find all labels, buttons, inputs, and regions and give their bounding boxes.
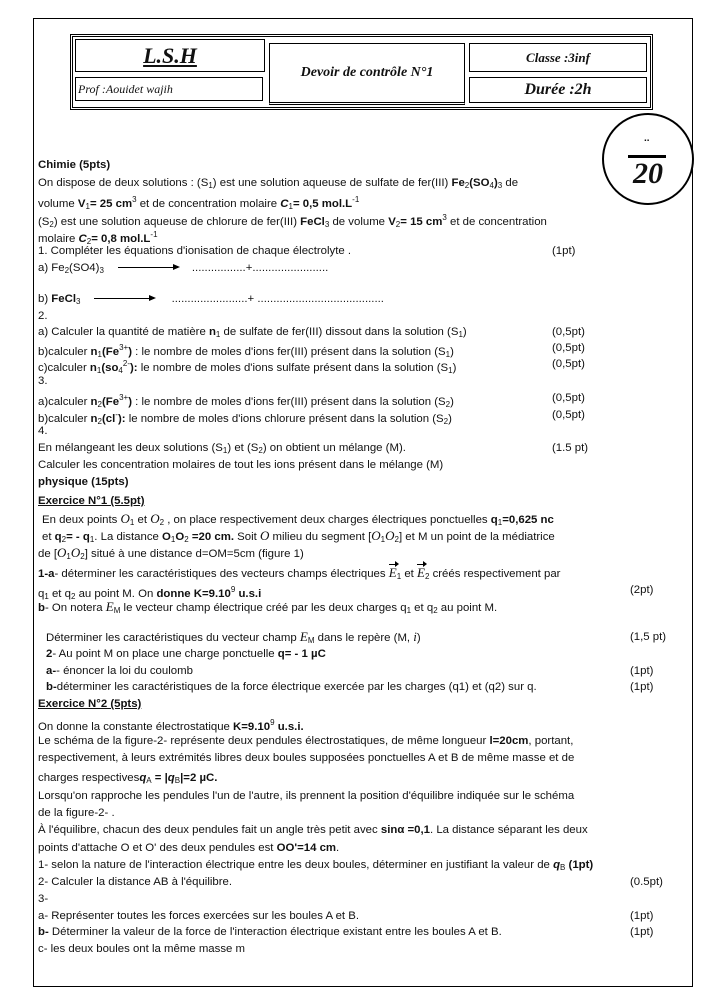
text-segment: 3+ — [119, 343, 129, 352]
text-segment: q — [38, 588, 45, 600]
text-line — [38, 942, 245, 956]
text-segment: E — [105, 599, 114, 614]
text-segment: 2 — [64, 266, 70, 275]
text-line — [38, 441, 406, 458]
text-segment: Exercice N°1 (5.5pt) — [38, 495, 145, 507]
text-segment: q — [54, 531, 62, 543]
text-segment: q — [167, 772, 175, 784]
teacher-name: Prof :Aouidet wajih — [75, 77, 263, 101]
text-segment: 3- — [38, 893, 49, 905]
text-segment: et — [134, 514, 151, 526]
text-line — [38, 357, 456, 378]
text-line — [38, 244, 351, 258]
text-segment: donne K=9.10 — [156, 588, 231, 600]
points-value: (1pt) — [630, 910, 654, 922]
text-segment: ] situé à une distance d=OM=5cm (figure 1) — [84, 548, 304, 560]
text-segment: ) — [448, 413, 452, 425]
text-segment: 2 — [184, 535, 189, 544]
text-line — [38, 875, 232, 889]
points-value: (0,5pt) — [552, 392, 585, 404]
text-segment: ) on obtient un mélange (M). — [262, 442, 406, 454]
text-line — [38, 458, 443, 472]
text-segment: ) est une solution aqueuse de sulfate de fer(III) — [212, 177, 452, 189]
text-segment: , portant, — [528, 735, 574, 747]
text-segment: 2 — [394, 535, 399, 544]
text-segment: = | — [151, 772, 168, 784]
text-segment: 2 — [61, 535, 67, 544]
text-segment: u.s.i — [235, 588, 262, 600]
text-segment: 3 — [442, 213, 447, 222]
text-segment: ) et (S — [227, 442, 259, 454]
text-segment: de [ — [38, 548, 57, 560]
text-line — [38, 823, 588, 837]
text-segment: 9 — [270, 718, 275, 727]
text-segment: Calculer les concentration molaires de tout les ions présent dans le mélange (M) — [38, 459, 444, 471]
text-segment: (so — [101, 362, 119, 374]
text-segment: 2 — [159, 518, 165, 527]
text-segment: 1 — [129, 518, 135, 527]
text-segment: n — [89, 362, 97, 374]
text-segment: (SO4) — [69, 262, 100, 274]
text-segment: - énoncer la loi du coulomb — [56, 665, 193, 677]
text-segment: 2 — [70, 592, 76, 601]
score-circle — [602, 113, 694, 205]
text-segment: (SO — [469, 177, 490, 189]
text-segment: et q — [48, 588, 71, 600]
text-segment: 1 — [288, 202, 293, 211]
text-segment: et de concentration molaire — [136, 198, 281, 210]
text-segment: 2 — [258, 446, 263, 455]
text-segment: 1 — [170, 535, 176, 544]
text-segment: ): — [130, 362, 138, 374]
text-line — [38, 475, 129, 489]
text-segment: ) — [450, 346, 454, 358]
text-segment: ): — [117, 413, 126, 425]
text-segment: u.s.i. — [274, 721, 304, 733]
text-segment: Lorsqu'on rapproche les pendules l'un de l'autre, ils prennent la position d'équilibre indiquée sur le schéma — [38, 790, 575, 802]
text-segment: E — [388, 565, 397, 580]
text-segment: 2 — [80, 552, 85, 561]
exam-title: Devoir de contrôle N°1 — [269, 43, 465, 105]
text-segment: ) — [128, 396, 132, 408]
text-segment: O — [162, 531, 171, 543]
text-segment: 4 — [118, 366, 123, 375]
text-segment: c)calculer — [38, 362, 90, 374]
text-segment: Déterminer les caractéristiques du vecteur champ — [46, 632, 300, 644]
text-segment: B — [174, 776, 181, 785]
text-segment: b- — [38, 926, 49, 938]
text-line — [38, 751, 574, 765]
text-segment: O — [371, 528, 381, 543]
text-segment: V — [388, 216, 396, 228]
text-line — [38, 858, 593, 875]
text-segment: 1 — [97, 350, 102, 359]
text-segment: (Fe — [101, 346, 120, 358]
text-segment: b)calculer — [38, 413, 91, 425]
text-line — [38, 176, 518, 193]
text-segment: - — [115, 410, 118, 419]
text-segment: ) — [416, 632, 421, 644]
text-segment: déterminer les caractéristiques de la force électrique exercée par les charges (q1) et (q2) sur q. — [56, 681, 537, 693]
text-segment: q — [553, 859, 561, 871]
text-segment: (Fe — [101, 396, 120, 408]
text-segment: a- Représenter toutes les forces exercées sur les boules A et B. — [38, 910, 360, 922]
text-segment: 1 — [96, 366, 102, 375]
text-segment: FeCl — [51, 293, 76, 305]
points-value: (0,5pt) — [552, 326, 585, 338]
text-segment: q — [490, 514, 498, 526]
text-segment: Le schéma de la figure-2- représente deux pendules électrostatiques, de même longueur — [38, 735, 490, 747]
text-line — [38, 734, 573, 748]
text-segment: 2- — [122, 359, 130, 368]
text-segment: molaire — [38, 233, 79, 245]
text-segment: a) Fe — [38, 262, 65, 274]
class-label: Classe :3inf — [469, 43, 647, 72]
text-segment: n — [90, 396, 98, 408]
text-segment: et — [401, 568, 417, 580]
text-segment: n — [90, 346, 98, 358]
text-line — [46, 680, 537, 694]
text-segment: À l'équilibre, chacun des deux pendules fait un angle très petit avec — [38, 824, 381, 836]
text-segment: -1 — [150, 230, 158, 239]
text-segment: physique (15pts) — [38, 476, 129, 488]
text-segment: FeCl — [300, 216, 325, 228]
text-segment: ) est une solution aqueuse de chlorure de fer(III) — [53, 216, 301, 228]
text-line — [38, 309, 48, 323]
text-line — [38, 566, 560, 584]
text-segment: 2 — [97, 417, 102, 426]
text-segment: ........................+ ........................................ — [168, 293, 384, 305]
text-segment: 1 — [380, 535, 386, 544]
text-segment: 1 — [66, 552, 71, 561]
text-line — [38, 909, 359, 923]
text-segment: =20 cm. — [188, 531, 234, 543]
text-segment: sinα =0,1 — [380, 824, 430, 836]
text-segment: 2 — [86, 237, 92, 246]
text-segment: 1. Compléter les équations d'ionisation de chaque électrolyte . — [38, 245, 352, 257]
text-segment: de volume — [329, 216, 389, 228]
text-segment: 3 — [99, 266, 104, 275]
text-line — [38, 600, 497, 618]
text-segment: |=2 µC. — [180, 772, 218, 784]
text-segment: ) — [452, 362, 457, 374]
school-name: L.S.H — [75, 39, 265, 72]
text-segment: b)calculer — [38, 346, 91, 358]
text-segment: M — [113, 606, 121, 615]
text-segment: de la figure-2- . — [38, 807, 115, 819]
points-value: (1pt) — [630, 681, 654, 693]
text-segment: (cl — [101, 413, 116, 425]
arrow-icon — [118, 267, 178, 268]
text-line — [38, 261, 328, 278]
text-segment: (1pt) — [565, 859, 594, 871]
points-value: (2pt) — [630, 584, 654, 596]
text-segment: Chimie (5pts) — [38, 159, 111, 171]
text-segment: - On notera — [44, 602, 106, 614]
text-segment: = 25 cm — [89, 198, 133, 210]
exam-header — [70, 34, 653, 110]
text-segment: C — [280, 198, 289, 210]
text-segment: O — [175, 531, 185, 543]
text-segment: O — [150, 511, 160, 526]
text-segment: 1 — [85, 202, 90, 211]
text-line — [38, 408, 452, 429]
points-value: (1pt) — [552, 245, 576, 257]
text-segment: = 0,5 mol.L — [292, 198, 353, 210]
text-segment: c- les deux boules ont la même masse m — [38, 943, 246, 955]
text-segment: n — [208, 326, 216, 338]
text-segment: . La distance séparant les deux — [429, 824, 588, 836]
text-segment: 2 — [97, 400, 102, 409]
text-line — [42, 512, 554, 530]
text-segment: = - q — [66, 531, 90, 543]
text-segment: : le nombre de moles d'ions fer(III) présent dans la solution (S — [131, 396, 446, 408]
text-segment: - Au point M on place une charge ponctuelle — [52, 648, 278, 660]
text-segment: i — [413, 629, 417, 644]
text-segment: 2 — [49, 220, 54, 229]
text-segment: 3 — [75, 297, 81, 306]
text-segment: charges respectives — [38, 772, 140, 784]
text-segment: le vecteur champ électrique créé par les deux charges q — [120, 602, 407, 614]
text-segment: ) — [493, 177, 498, 189]
text-line — [38, 292, 384, 309]
text-segment: respectivement, à leurs extrémités libres deux boules supposées ponctuelles A et B de même masse et de — [38, 752, 575, 764]
text-segment: 1-a — [38, 568, 55, 580]
text-segment: 4 — [489, 181, 494, 190]
text-segment: 1 — [497, 518, 503, 527]
text-segment: Déterminer la valeur de la force de l'interaction électrique existant entre les boules A et B. — [48, 926, 502, 938]
text-segment: et de concentration — [446, 216, 547, 228]
text-segment: (S — [38, 216, 50, 228]
text-segment: de — [502, 177, 519, 189]
text-segment: ) — [462, 326, 467, 338]
text-segment: 2- Calculer la distance AB à l'équilibre. — [38, 876, 233, 888]
text-segment: 2 — [433, 606, 438, 615]
text-segment: 1- selon la nature de l'interaction électrique entre les deux boules, déterminer en justifiant la valeur de — [38, 859, 554, 871]
text-segment: b) — [38, 293, 52, 305]
text-line — [38, 374, 48, 388]
text-segment: ] et M un point de la médiatrice — [398, 531, 555, 543]
text-line — [38, 771, 217, 788]
text-segment: de sulfate de fer(III) dissout dans la solution (S — [220, 326, 459, 338]
text-segment: . — [336, 842, 340, 854]
text-segment: Soit — [233, 531, 260, 543]
text-line — [38, 546, 304, 564]
text-segment: au point M. — [437, 602, 498, 614]
points-value: (1pt) — [630, 926, 654, 938]
text-segment: .................+........................ — [191, 262, 329, 274]
text-segment: -1 — [352, 195, 360, 204]
text-segment: 1 — [396, 572, 402, 581]
text-segment: 1 — [406, 606, 412, 615]
text-segment: En deux points — [42, 514, 121, 526]
text-segment: E — [299, 629, 308, 644]
points-value: (1pt) — [630, 665, 654, 677]
points-value: (1.5 pt) — [552, 442, 589, 454]
points-value: (1,5 pt) — [630, 631, 667, 643]
text-segment: B — [560, 863, 566, 872]
text-segment: volume — [38, 198, 78, 210]
text-segment: et q — [411, 602, 434, 614]
text-line — [38, 716, 304, 734]
text-segment: au point M. On — [75, 588, 157, 600]
text-segment: O — [70, 545, 81, 560]
text-segment: 2 — [46, 648, 53, 660]
text-segment: : le nombre de moles d'ions fer(III) présent dans la solution (S — [131, 346, 446, 358]
text-segment: 4. — [38, 425, 48, 437]
text-segment: q= - 1 µC — [277, 648, 326, 660]
text-line — [46, 664, 193, 678]
text-segment: a)calculer — [38, 396, 91, 408]
text-segment: b — [38, 602, 45, 614]
text-segment: a- — [46, 665, 57, 677]
text-segment: V — [77, 198, 86, 210]
text-segment: M — [307, 636, 315, 645]
text-segment: 1 — [445, 350, 451, 359]
points-value: (0,5pt) — [552, 342, 585, 354]
text-segment: 2 — [443, 417, 449, 426]
text-segment: En mélangeant les deux solutions (S — [38, 442, 223, 454]
text-line — [38, 325, 467, 342]
text-segment: = 15 cm — [400, 216, 443, 228]
text-line — [38, 806, 115, 820]
text-line — [42, 529, 555, 547]
text-segment: C — [78, 233, 87, 245]
text-line — [38, 158, 110, 172]
text-line — [38, 892, 48, 906]
text-segment: 1 — [89, 535, 95, 544]
text-segment: dans le repère (M, — [314, 632, 414, 644]
text-segment: 2. — [38, 310, 48, 322]
arrow-icon — [94, 298, 154, 299]
text-segment: 1 — [215, 330, 221, 339]
text-segment: 3 — [132, 195, 137, 204]
text-line — [46, 647, 326, 661]
text-segment: On donne la constante électrostatique — [38, 721, 234, 733]
text-segment: Exercice N°2 (5pts) — [38, 698, 142, 710]
text-segment: 9 — [230, 585, 236, 594]
text-segment: ) — [450, 396, 454, 408]
text-segment: 2 — [445, 400, 451, 409]
points-value: (0,5pt) — [552, 358, 585, 370]
text-segment: et — [42, 531, 55, 543]
text-segment: O — [385, 528, 395, 543]
score-marks: .. — [644, 133, 650, 144]
text-segment: le nombre de moles d'ions chlorure présent dans la solution (S — [125, 413, 444, 425]
text-segment: 2 — [424, 572, 430, 581]
text-line — [38, 697, 141, 711]
text-segment: , on place respectivement deux charges électriques ponctuelles — [164, 514, 491, 526]
points-value: (0.5pt) — [630, 876, 663, 888]
text-line — [46, 630, 421, 648]
points-value: (0,5pt) — [552, 409, 585, 421]
text-segment: 1 — [44, 592, 49, 601]
text-segment: le nombre de moles d'ions sulfate présent dans la solution (S — [137, 362, 449, 374]
text-segment: n — [90, 413, 98, 425]
text-segment: 3 — [497, 181, 503, 190]
text-segment: OO'=14 cm — [276, 842, 337, 854]
text-segment: 2 — [395, 220, 401, 229]
text-segment: b- — [46, 681, 57, 693]
text-segment: q — [139, 772, 147, 784]
text-segment: Fe — [451, 177, 465, 189]
text-segment: O — [57, 545, 67, 560]
text-line — [38, 424, 48, 438]
duration-label: Durée :2h — [469, 77, 647, 103]
text-segment: =0,625 nc — [502, 514, 554, 526]
text-segment: = 0,8 mol.L — [91, 233, 151, 245]
text-segment: 1 — [448, 366, 453, 375]
text-segment: - déterminer les caractéristiques des vecteurs champs électriques — [54, 568, 389, 580]
text-segment: 3 — [324, 220, 330, 229]
text-line — [38, 494, 145, 508]
text-segment: A — [146, 776, 152, 785]
text-segment: On dispose de deux solutions : (S — [38, 177, 209, 189]
text-segment: 3. — [38, 375, 48, 387]
text-segment: 3+ — [119, 393, 129, 402]
text-segment: 1 — [222, 446, 228, 455]
text-segment: K=9.10 — [233, 721, 271, 733]
text-segment: ) — [128, 346, 132, 358]
text-line — [38, 789, 574, 803]
text-segment: O — [120, 511, 130, 526]
text-segment: . La distance — [94, 531, 163, 543]
text-segment: points d'attache O et O' des deux pendules est — [38, 842, 277, 854]
text-segment: E — [417, 565, 425, 580]
text-segment: 1 — [208, 181, 213, 190]
text-segment: O — [259, 528, 270, 543]
text-segment: 1 — [458, 330, 463, 339]
text-segment: 2 — [464, 181, 470, 190]
score-total: 20 — [633, 157, 663, 190]
text-segment: milieu du segment [ — [269, 531, 372, 543]
text-segment: créés respectivement par — [429, 568, 561, 580]
text-line — [38, 925, 502, 939]
text-segment: l=20cm — [489, 735, 529, 747]
text-line — [38, 841, 339, 855]
text-segment: a) Calculer la quantité de matière — [38, 326, 209, 338]
